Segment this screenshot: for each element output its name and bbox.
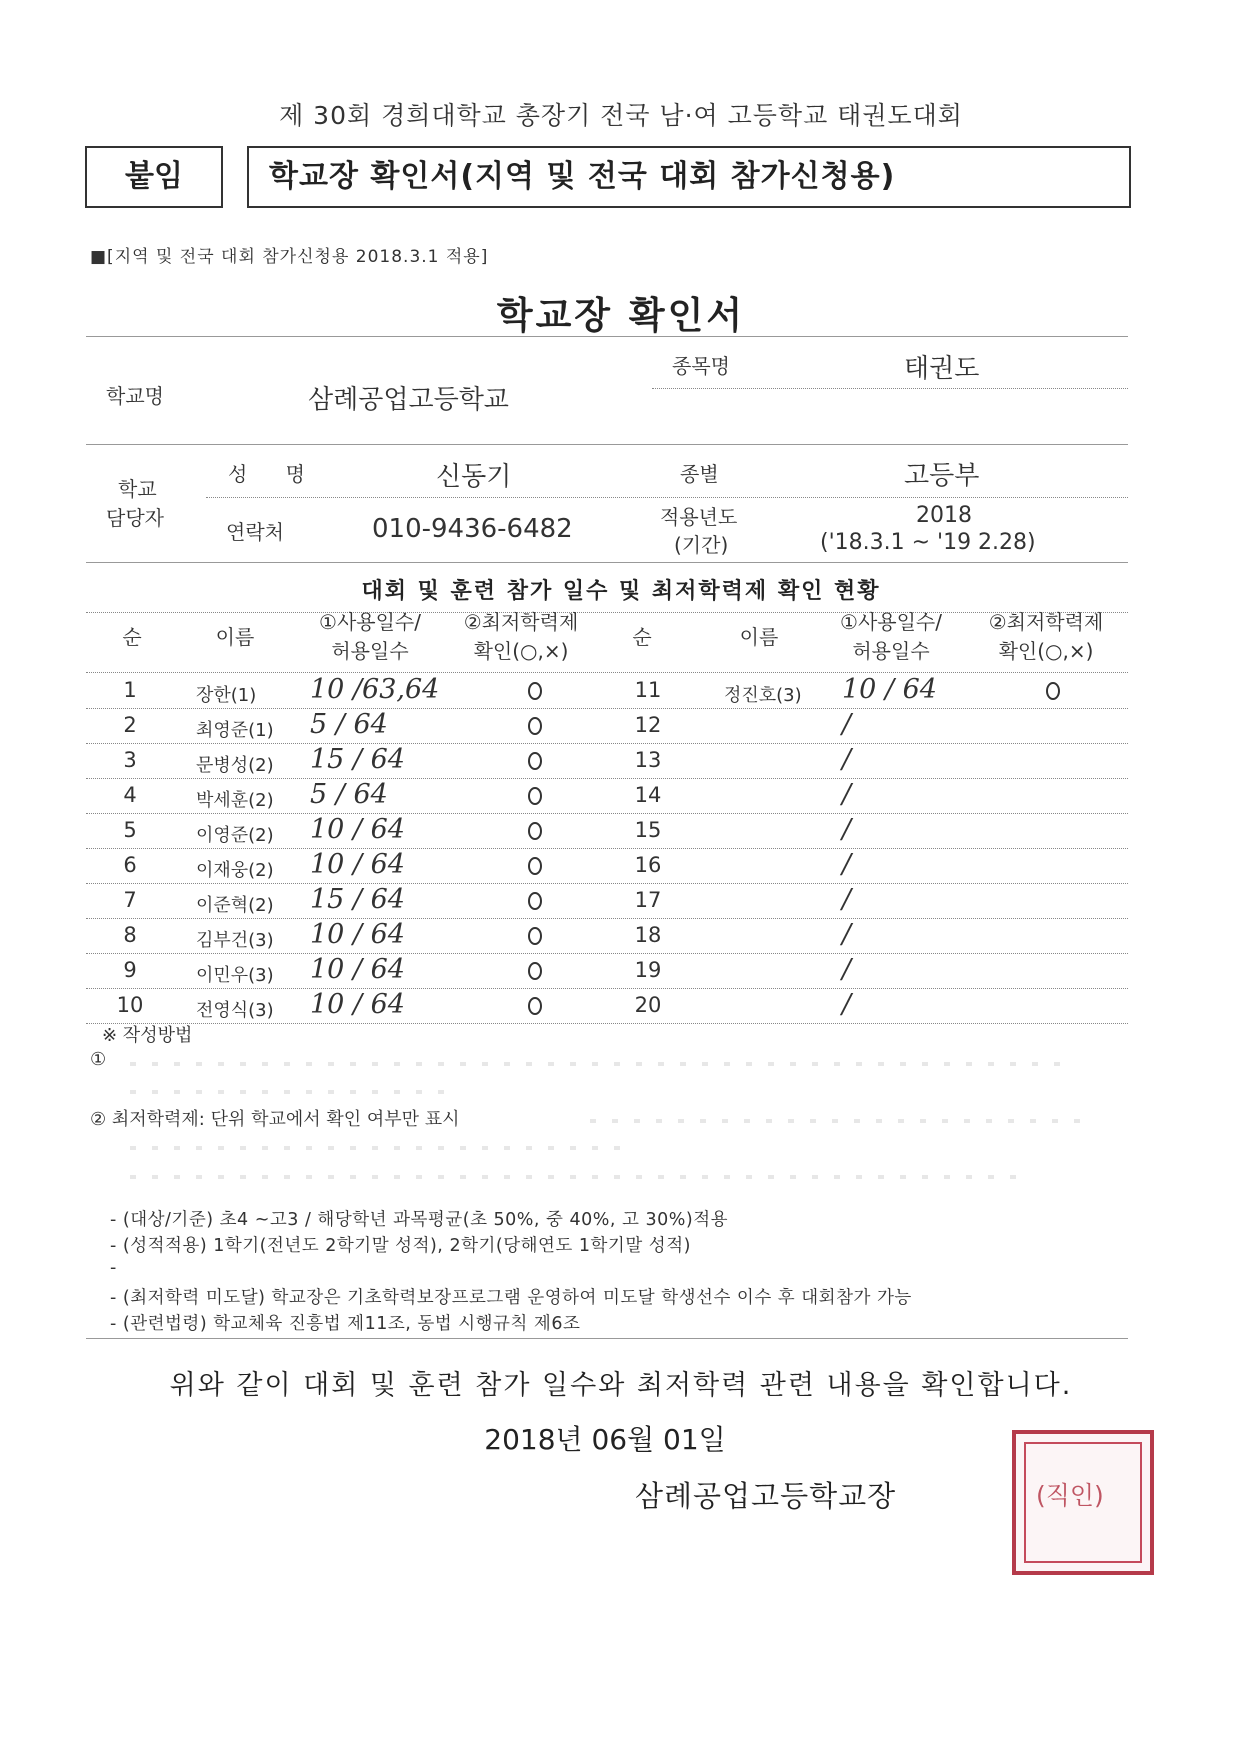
row-number: 2 [123,713,137,737]
year-label-1: 적용년도 [660,505,738,529]
divider [86,778,1128,779]
row-number: 3 [123,748,137,772]
rule-line: - (성적적용) 1학기(전년도 2학기말 성적), 2학기(당해연도 1학기말 성적) [110,1236,691,1256]
row-number: 17 [634,888,662,912]
year-value: 2018 [916,503,972,528]
rule-line: - (최저학력 미도달) 학교장은 기초학력보장프로그램 운영하여 미도달 학생선수 이수 후 대회참가 가능 [110,1288,912,1308]
check-mark-icon [528,787,542,805]
row-number: 7 [123,888,137,912]
row-number: 6 [123,853,137,877]
header-name: 이름 [215,625,255,649]
days-used-allowed: 10 / 64 [310,919,405,950]
divider [86,848,1128,849]
row-number: 10 [116,993,144,1017]
check-mark-icon [528,682,542,700]
check-mark-icon [528,997,542,1015]
header-no: 순 [632,625,652,649]
name-label: 성 명 [228,462,321,486]
contact-value: 010-9436-6482 [372,514,573,544]
sport-value: 태권도 [904,354,980,384]
student-name: 이영준(2) [196,825,274,846]
header-days-1: ①사용일수/ [319,610,421,634]
year-label-2: (기간) [674,533,729,557]
header-check-1: ②최저학력제 [988,610,1104,634]
school-value: 삼례공업고등학교 [308,385,509,415]
divider [86,813,1128,814]
applicable-note: ■[지역 및 전국 대회 참가신청용 2018.3.1 적용] [90,247,489,267]
row-number: 11 [634,678,662,702]
check-mark-icon [528,752,542,770]
principal-title: 삼례공업고등학교장 [635,1479,897,1513]
days-used-allowed: 15 / 64 [310,884,405,915]
student-name: 문병성(2) [196,755,274,776]
days-used-allowed: / [842,884,852,915]
days-used-allowed: 15 / 64 [310,744,405,775]
row-number: 8 [123,923,137,947]
confirmation-text: 위와 같이 대회 및 훈련 참가 일수와 최저학력 관련 내용을 확인합니다. [169,1370,1073,1401]
divider [86,708,1128,709]
faded-text [590,1119,1090,1123]
days-used-allowed: 5 / 64 [310,709,388,740]
student-name: 박세훈(2) [196,790,274,811]
header-days-2: 허용일수 [852,639,930,663]
student-name: 이준혁(2) [196,895,274,916]
row-number: 16 [634,853,662,877]
divider [206,497,1128,498]
row-number: 14 [634,783,662,807]
division-value: 고등부 [904,461,980,491]
name-value: 신동기 [436,462,512,492]
faded-text [130,1090,450,1094]
student-name: 이민우(3) [196,965,274,986]
days-used-allowed: 10 / 64 [310,989,405,1020]
days-used-allowed: / [842,814,852,845]
method-item-1-marker: ① [90,1049,107,1070]
days-used-allowed: 10 / 64 [310,814,405,845]
row-number: 19 [634,958,662,982]
divider [86,988,1128,989]
faded-text [130,1062,1070,1066]
divider [86,672,1128,673]
divider [652,388,1128,389]
check-mark-icon [1046,682,1060,700]
days-used-allowed: 10 /63,64 [310,674,440,705]
row-number: 20 [634,993,662,1017]
manager-label-2: 담당자 [106,506,164,530]
section-title: 대회 및 훈련 참가 일수 및 최저학력제 확인 현황 [361,579,881,604]
row-number: 15 [634,818,662,842]
check-mark-icon [528,892,542,910]
divider [86,918,1128,919]
check-mark-icon [528,857,542,875]
student-name: 이재웅(2) [196,860,274,881]
attachment-label: 붙임 [85,146,223,208]
faded-text [130,1146,630,1150]
header-check-2: 확인(○,×) [473,639,569,663]
check-mark-icon [528,717,542,735]
row-number: 12 [634,713,662,737]
manager-label-1: 학교 [118,477,157,501]
days-used-allowed: 10 / 64 [310,954,405,985]
period-value: ('18.3.1 ~ '19 2.28) [820,530,1036,555]
sport-label: 종목명 [672,354,730,378]
divider [86,953,1128,954]
student-name: 전영식(3) [196,1000,274,1021]
divider [86,743,1128,744]
row-number: 18 [634,923,662,947]
student-name: 김부건(3) [196,930,274,951]
check-mark-icon [528,927,542,945]
header-check-1: ②최저학력제 [463,610,579,634]
row-number: 4 [123,783,137,807]
days-used-allowed: / [842,989,852,1020]
form-title: 학교장 확인서(지역 및 전국 대회 참가신청용) [247,146,1131,208]
header-days-1: ①사용일수/ [840,610,942,634]
official-seal-icon [1012,1430,1154,1575]
event-title: 제 30회 경희대학교 총장기 전국 남·여 고등학교 태권도대회 [279,101,963,130]
student-name: 최영준(1) [196,720,274,741]
header-no: 순 [122,625,142,649]
days-used-allowed: / [842,779,852,810]
rule-line: - (대상/기준) 초4 ~고3 / 해당학년 과목평균(초 50%, 중 40%, 고 30%)적용 [110,1210,729,1230]
days-used-allowed: / [842,954,852,985]
days-used-allowed: / [842,919,852,950]
check-mark-icon [528,962,542,980]
student-name: 정진호(3) [724,685,802,706]
days-used-allowed: 10 / 64 [310,849,405,880]
row-number: 13 [634,748,662,772]
divider [86,444,1128,445]
days-used-allowed: / [842,709,852,740]
divider [86,1338,1128,1339]
divider [86,562,1128,563]
header-check-2: 확인(○,×) [998,639,1094,663]
days-used-allowed: / [842,849,852,880]
row-number: 5 [123,818,137,842]
rule-line: - (관련법령) 학교체육 진흥법 제11조, 동법 시행규칙 제6조 [110,1314,581,1334]
division-label: 종별 [680,462,719,486]
divider [86,1023,1128,1024]
days-used-allowed: 10 / 64 [842,674,937,705]
contact-label: 연락처 [226,520,284,544]
school-label: 학교명 [106,384,164,408]
date-text: 2018년 06월 01일 [484,1423,726,1456]
divider [86,336,1128,337]
check-mark-icon [528,822,542,840]
divider [86,883,1128,884]
row-number: 1 [123,678,137,702]
seal-label: (직인) [1036,1481,1104,1510]
header-days-2: 허용일수 [331,639,409,663]
days-used-allowed: / [842,744,852,775]
days-used-allowed: 5 / 64 [310,779,388,810]
row-number: 9 [123,958,137,982]
header-name: 이름 [739,625,779,649]
method-item-2: ② 최저학력제: 단위 학교에서 확인 여부만 표시 [90,1109,460,1130]
document-title: 학교장 확인서 [496,294,746,337]
rule-line: - [110,1258,117,1278]
method-title: ※ 작성방법 [102,1025,193,1046]
faded-text [130,1175,1030,1179]
student-name: 장한(1) [196,685,257,706]
